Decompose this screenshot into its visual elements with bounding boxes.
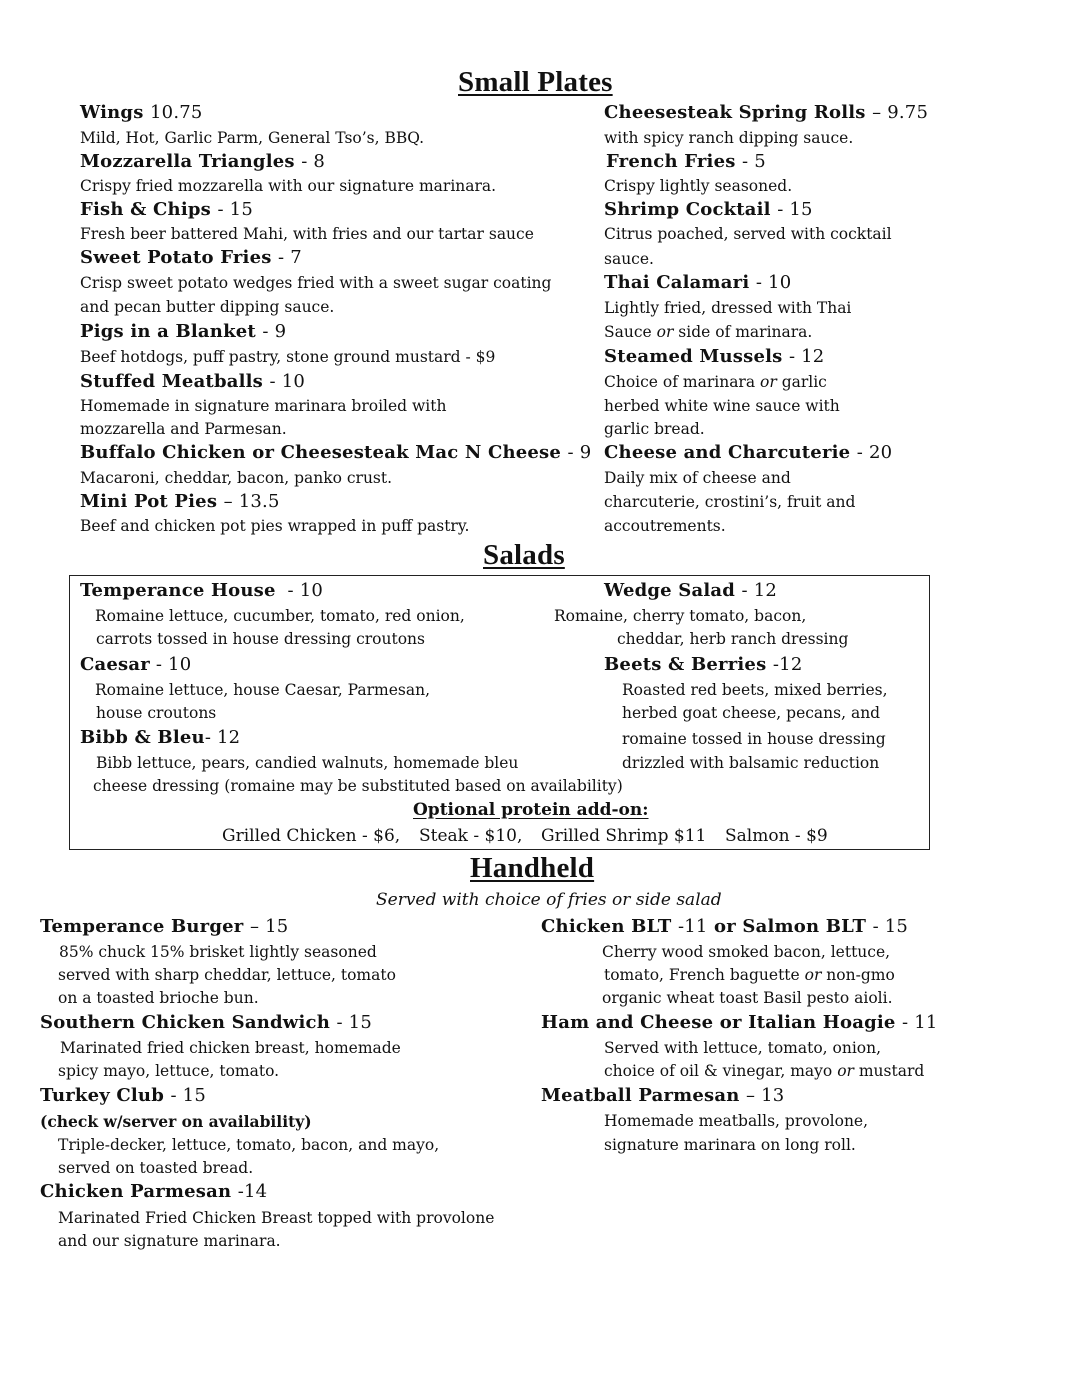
menu-item-desc: romaine tossed in house dressing bbox=[622, 730, 886, 748]
menu-item-desc: Homemade meatballs, provolone, bbox=[604, 1112, 869, 1130]
menu-item-desc: served on toasted bread. bbox=[58, 1159, 254, 1177]
menu-item-desc: spicy mayo, lettuce, tomato. bbox=[58, 1062, 280, 1080]
menu-item-name: Wings 10.75 bbox=[80, 102, 203, 123]
menu-item-desc: on a toasted brioche bun. bbox=[58, 989, 259, 1007]
menu-item-name: Pigs in a Blanket - 9 bbox=[80, 321, 287, 342]
menu-item-desc: Romaine lettuce, cucumber, tomato, red onion, bbox=[95, 607, 465, 625]
menu-item-desc: cheese dressing (romaine may be substituted based on availability) bbox=[93, 777, 623, 795]
menu-item-desc: accoutrements. bbox=[604, 517, 726, 535]
menu-item-name: Fish & Chips - 15 bbox=[80, 199, 253, 220]
menu-item-desc: choice of oil & vinegar, mayo or mustard bbox=[604, 1062, 925, 1080]
menu-item-name: Beets & Berries -12 bbox=[604, 654, 803, 675]
addon-salmon: Salmon - $9 bbox=[725, 826, 828, 846]
menu-item-desc: mozzarella and Parmesan. bbox=[80, 420, 287, 438]
menu-item-desc: tomato, French baguette or non-gmo bbox=[604, 966, 895, 984]
addon-grilled-chicken: Grilled Chicken - $6, bbox=[222, 826, 401, 846]
salads-heading: Salads bbox=[483, 539, 565, 571]
menu-item-name: Shrimp Cocktail - 15 bbox=[604, 199, 813, 220]
menu-item-desc: Crispy fried mozzarella with our signature marinara. bbox=[80, 177, 497, 195]
menu-item-desc: Mild, Hot, Garlic Parm, General Tso’s, BBQ. bbox=[80, 129, 425, 147]
menu-item-desc: garlic bread. bbox=[604, 420, 705, 438]
addon-steak: Steak - $10, bbox=[419, 826, 523, 846]
menu-item-desc: Crispy lightly seasoned. bbox=[604, 177, 793, 195]
menu-item-name: Temperance Burger – 15 bbox=[40, 916, 289, 937]
menu-item-name: Chicken BLT -11 or Salmon BLT - 15 bbox=[541, 916, 909, 937]
handheld-heading: Handheld bbox=[470, 852, 595, 884]
menu-item-name: Bibb & Bleu- 12 bbox=[80, 727, 241, 748]
menu-item-name: Ham and Cheese or Italian Hoagie - 11 bbox=[541, 1012, 938, 1033]
menu-item-desc: signature marinara on long roll. bbox=[604, 1136, 856, 1154]
menu-item-desc: Lightly fried, dressed with Thai bbox=[604, 299, 852, 317]
menu-item-desc: with spicy ranch dipping sauce. bbox=[604, 129, 854, 147]
menu-item-name: Cheese and Charcuterie - 20 bbox=[604, 442, 893, 463]
menu-item-desc: Beef hotdogs, puff pastry, stone ground mustard - $9 bbox=[80, 348, 496, 366]
menu-item-desc: drizzled with balsamic reduction bbox=[622, 754, 880, 772]
menu-item-note: (check w/server on availability) bbox=[40, 1112, 312, 1131]
menu-item-desc: charcuterie, crostini’s, fruit and bbox=[604, 493, 856, 511]
menu-item-desc: 85% chuck 15% brisket lightly seasoned bbox=[59, 943, 377, 961]
menu-item-desc: sauce. bbox=[604, 250, 654, 268]
menu-item-desc: Choice of marinara or garlic bbox=[604, 373, 827, 391]
menu-item-desc: Cherry wood smoked bacon, lettuce, bbox=[602, 943, 891, 961]
menu-item-name: Mozzarella Triangles - 8 bbox=[80, 151, 326, 172]
menu-item-desc: Roasted red beets, mixed berries, bbox=[622, 681, 888, 699]
menu-item-desc: organic wheat toast Basil pesto aioli. bbox=[602, 989, 893, 1007]
menu-item-desc: Marinated Fried Chicken Breast topped with provolone bbox=[58, 1209, 495, 1227]
menu-item-name: Turkey Club - 15 bbox=[40, 1085, 206, 1106]
menu-item-name: Cheesesteak Spring Rolls – 9.75 bbox=[604, 102, 929, 123]
menu-item-name: Stuffed Meatballs - 10 bbox=[80, 371, 305, 392]
menu-item-desc: Beef and chicken pot pies wrapped in puff pastry. bbox=[80, 517, 470, 535]
menu-item-desc: and our signature marinara. bbox=[58, 1232, 281, 1250]
menu-item-desc: herbed white wine sauce with bbox=[604, 397, 840, 415]
menu-item-desc: herbed goat cheese, pecans, and bbox=[622, 704, 881, 722]
menu-item-desc: cheddar, herb ranch dressing bbox=[617, 630, 849, 648]
menu-item-name: Southern Chicken Sandwich - 15 bbox=[40, 1012, 372, 1033]
menu-item-name: Temperance House - 10 bbox=[80, 580, 324, 601]
menu-item-desc: Daily mix of cheese and bbox=[604, 469, 791, 487]
menu-item-desc: Citrus poached, served with cocktail bbox=[604, 225, 892, 243]
menu-item-name: Wedge Salad - 12 bbox=[604, 580, 778, 601]
menu-item-name: Sweet Potato Fries - 7 bbox=[80, 247, 302, 268]
menu-item-desc: house croutons bbox=[96, 704, 217, 722]
menu-item-desc: Served with lettuce, tomato, onion, bbox=[604, 1039, 882, 1057]
menu-item-desc: Romaine, cherry tomato, bacon, bbox=[554, 607, 807, 625]
addon-grilled-shrimp: Grilled Shrimp $11 bbox=[541, 826, 707, 846]
menu-item-desc: Triple-decker, lettuce, tomato, bacon, and mayo, bbox=[58, 1136, 440, 1154]
optional-protein-heading: Optional protein add-on: bbox=[413, 800, 649, 820]
menu-item-name: French Fries - 5 bbox=[606, 151, 766, 172]
menu-item-name: Buffalo Chicken or Cheesesteak Mac N Cheese - 9 bbox=[80, 442, 592, 463]
menu-item-name: Steamed Mussels - 12 bbox=[604, 346, 825, 367]
menu-item-desc: Romaine lettuce, house Caesar, Parmesan, bbox=[95, 681, 430, 699]
menu-item-desc: Homemade in signature marinara broiled with bbox=[80, 397, 447, 415]
menu-item-desc: Macaroni, cheddar, bacon, panko crust. bbox=[80, 469, 393, 487]
menu-item-desc: carrots tossed in house dressing croutons bbox=[96, 630, 425, 648]
menu-item-desc: Marinated fried chicken breast, homemade bbox=[60, 1039, 401, 1057]
menu-item-name: Caesar - 10 bbox=[80, 654, 192, 675]
menu-item-desc: and pecan butter dipping sauce. bbox=[80, 298, 335, 316]
menu-item-desc: Sauce or side of marinara. bbox=[604, 323, 813, 341]
menu-item-name: Mini Pot Pies – 13.5 bbox=[80, 491, 280, 512]
menu-item-desc: served with sharp cheddar, lettuce, tomato bbox=[58, 966, 396, 984]
menu-item-desc: Bibb lettuce, pears, candied walnuts, homemade bleu bbox=[96, 754, 519, 772]
handheld-subtitle: Served with choice of fries or side salad bbox=[376, 890, 722, 910]
menu-item-name: Meatball Parmesan – 13 bbox=[541, 1085, 785, 1106]
menu-item-name: Thai Calamari - 10 bbox=[604, 272, 792, 293]
menu-item-name: Chicken Parmesan -14 bbox=[40, 1181, 268, 1202]
small-plates-heading: Small Plates bbox=[458, 66, 613, 98]
menu-item-desc: Fresh beer battered Mahi, with fries and our tartar sauce bbox=[80, 225, 534, 243]
menu-item-desc: Crisp sweet potato wedges fried with a sweet sugar coating bbox=[80, 274, 552, 292]
